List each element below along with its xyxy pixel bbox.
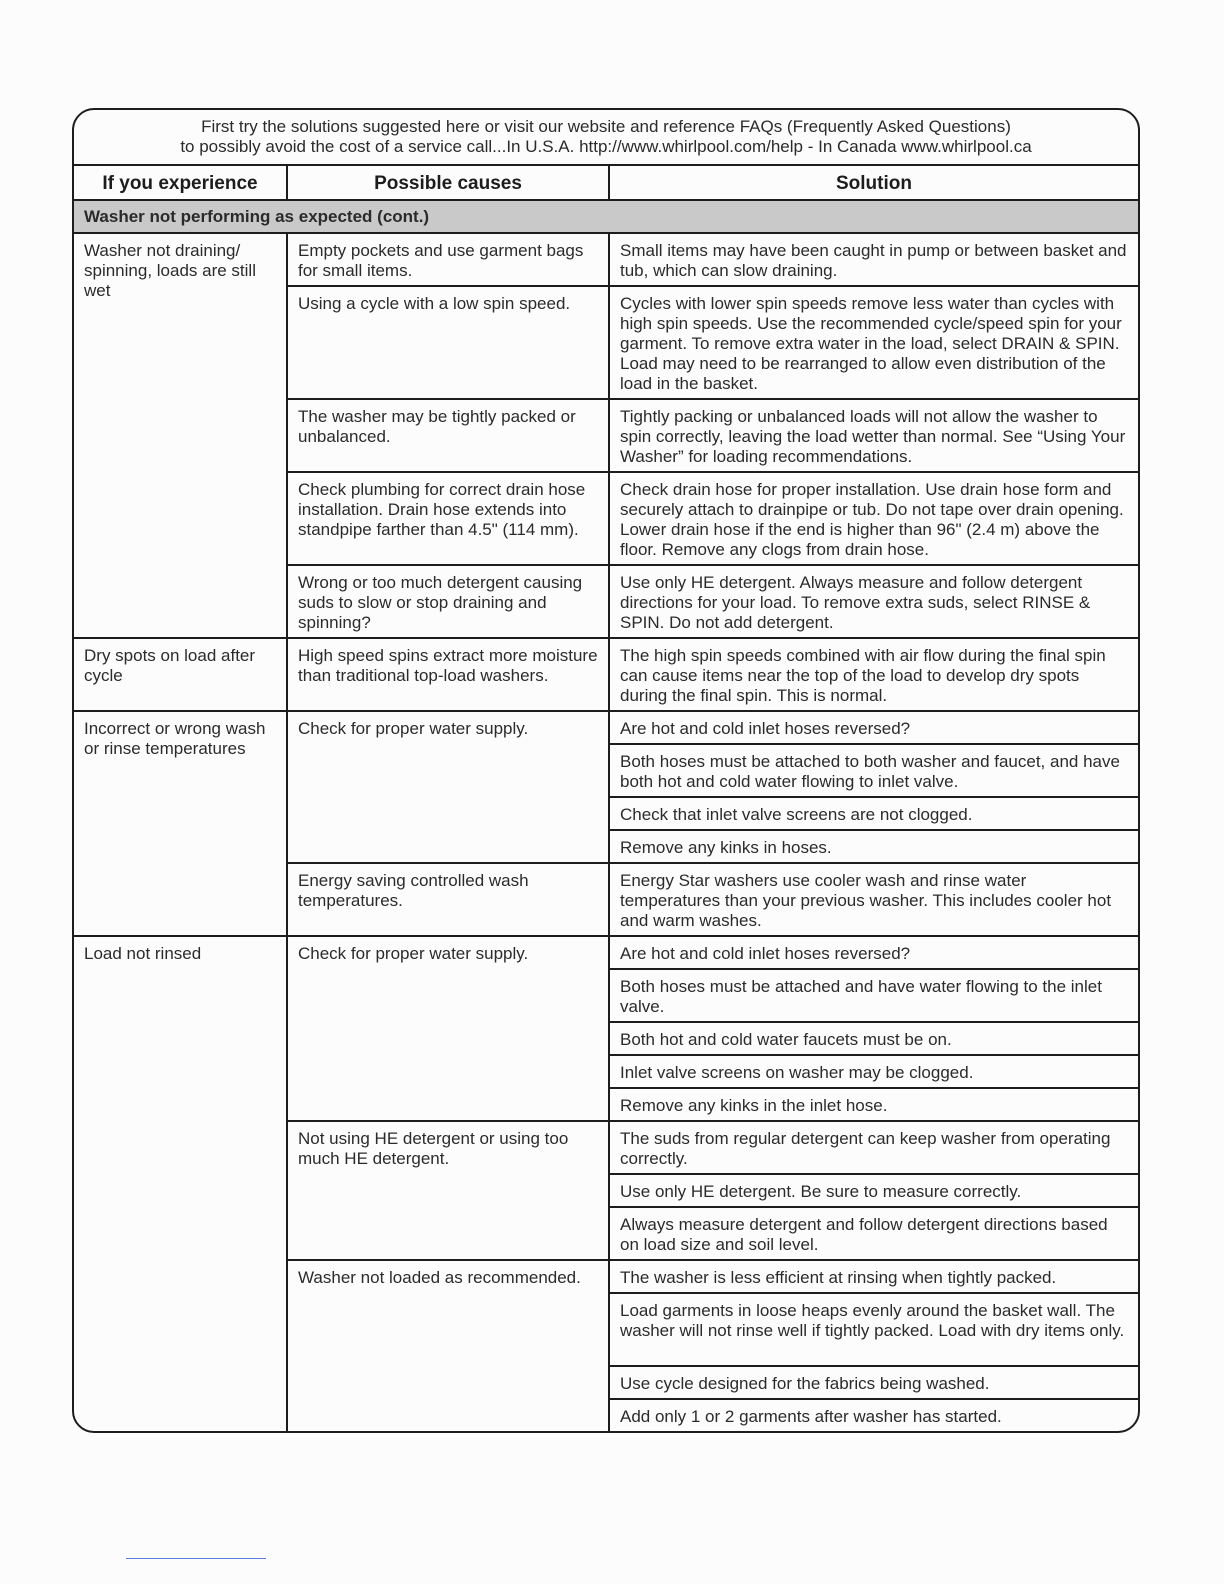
cause-cell: High speed spins extract more moisture than traditional top-load washers. [287, 638, 609, 711]
solution-cell: Remove any kinks in hoses. [609, 830, 1138, 863]
solution-cell: Energy Star washers use cooler wash and rinse water temperatures than your previous washer. This includes cooler hot and warm washes. [609, 863, 1138, 936]
solution-cell: Use only HE detergent. Be sure to measure correctly. [609, 1174, 1138, 1207]
troubleshooting-frame [72, 108, 1140, 1433]
solution-cell: Small items may have been caught in pump or between basket and tub, which can slow draining. [609, 233, 1138, 286]
troubleshooting-table [74, 166, 1138, 1431]
solution-cell: Tightly packing or unbalanced loads will not allow the washer to spin correctly, leaving the load wetter than normal. See “Using Your Washer” for loading recommendations. [609, 399, 1138, 472]
cause-cell: Energy saving controlled wash temperatures. [287, 863, 609, 936]
solution-cell: Are hot and cold inlet hoses reversed? [609, 711, 1138, 744]
table-row [74, 936, 1138, 969]
cause-cell: Check plumbing for correct drain hose installation. Drain hose extends into standpipe farther than 4.5" (114 mm). [287, 472, 609, 565]
solution-cell: The washer is less efficient at rinsing when tightly packed. [609, 1260, 1138, 1293]
header-experience: If you experience [74, 166, 287, 200]
solution-cell: Check drain hose for proper installation. Use drain hose form and securely attach to drainpipe or tub. Do not tape over drain opening. Lower drain hose if the end is higher than 96" (2.4 m) above the floor. Remove any clogs from drain hose. [609, 472, 1138, 565]
solution-cell: Remove any kinks in the inlet hose. [609, 1088, 1138, 1121]
table-row [74, 711, 1138, 744]
cause-cell: Not using HE detergent or using too much HE detergent. [287, 1121, 609, 1260]
section-title: Washer not performing as expected (cont.) [74, 200, 1138, 233]
cause-cell: Using a cycle with a low spin speed. [287, 286, 609, 399]
cause-cell: Check for proper water supply. [287, 711, 609, 863]
solution-cell: Both hot and cold water faucets must be on. [609, 1022, 1138, 1055]
problem-cell: Dry spots on load after cycle [74, 638, 287, 711]
solution-cell: Are hot and cold inlet hoses reversed? [609, 936, 1138, 969]
intro-line-2: to possibly avoid the cost of a service call...In U.S.A. http://www.whirlpool.com/help - In Canada www.whirlpool.ca [180, 137, 1032, 156]
cause-cell: Empty pockets and use garment bags for small items. [287, 233, 609, 286]
intro-line-1: First try the solutions suggested here or visit our website and reference FAQs (Frequently Asked Questions) [201, 117, 1011, 136]
solution-cell: Use cycle designed for the fabrics being washed. [609, 1366, 1138, 1399]
solution-cell: The high spin speeds combined with air flow during the final spin can cause items near the top of the load to develop dry spots during the final spin. This is normal. [609, 638, 1138, 711]
solution-cell: Add only 1 or 2 garments after washer has started. [609, 1399, 1138, 1431]
header-causes: Possible causes [287, 166, 609, 200]
solution-cell: Cycles with lower spin speeds remove less water than cycles with high spin speeds. Use the recommended cycle/speed spin for your garment. To remove extra water in the load, select DRAIN & SPIN. Load may need to be rearranged to allow even distribution of the load in the basket. [609, 286, 1138, 399]
cause-cell: Check for proper water supply. [287, 936, 609, 1121]
problem-cell: Washer not draining/ spinning, loads are still wet [74, 233, 287, 638]
solution-cell: Use only HE detergent. Always measure and follow detergent directions for your load. To remove extra suds, select RINSE & SPIN. Do not add detergent. [609, 565, 1138, 638]
problem-cell: Incorrect or wrong wash or rinse temperatures [74, 711, 287, 936]
solution-cell: Both hoses must be attached to both washer and faucet, and have both hot and cold water flowing to inlet valve. [609, 744, 1138, 797]
problem-cell: Load not rinsed [74, 936, 287, 1431]
header-row [74, 166, 1138, 200]
solution-cell: Both hoses must be attached and have water flowing to the inlet valve. [609, 969, 1138, 1022]
solution-cell: Check that inlet valve screens are not clogged. [609, 797, 1138, 830]
solution-cell: Inlet valve screens on washer may be clogged. [609, 1055, 1138, 1088]
solution-cell: Always measure detergent and follow detergent directions based on load size and soil level. [609, 1207, 1138, 1260]
footer-line [126, 1558, 266, 1559]
table-row [74, 638, 1138, 711]
table-row [74, 233, 1138, 286]
solution-cell: The suds from regular detergent can keep washer from operating correctly. [609, 1121, 1138, 1174]
solution-cell: Load garments in loose heaps evenly around the basket wall. The washer will not rinse well if tightly packed. Load with dry items only. [609, 1293, 1138, 1366]
header-solution: Solution [836, 172, 912, 194]
section-row [74, 200, 1138, 233]
intro-text [74, 110, 1138, 166]
cause-cell: Wrong or too much detergent causing suds to slow or stop draining and spinning? [287, 565, 609, 638]
cause-cell: The washer may be tightly packed or unbalanced. [287, 399, 609, 472]
cause-cell: Washer not loaded as recommended. [287, 1260, 609, 1431]
